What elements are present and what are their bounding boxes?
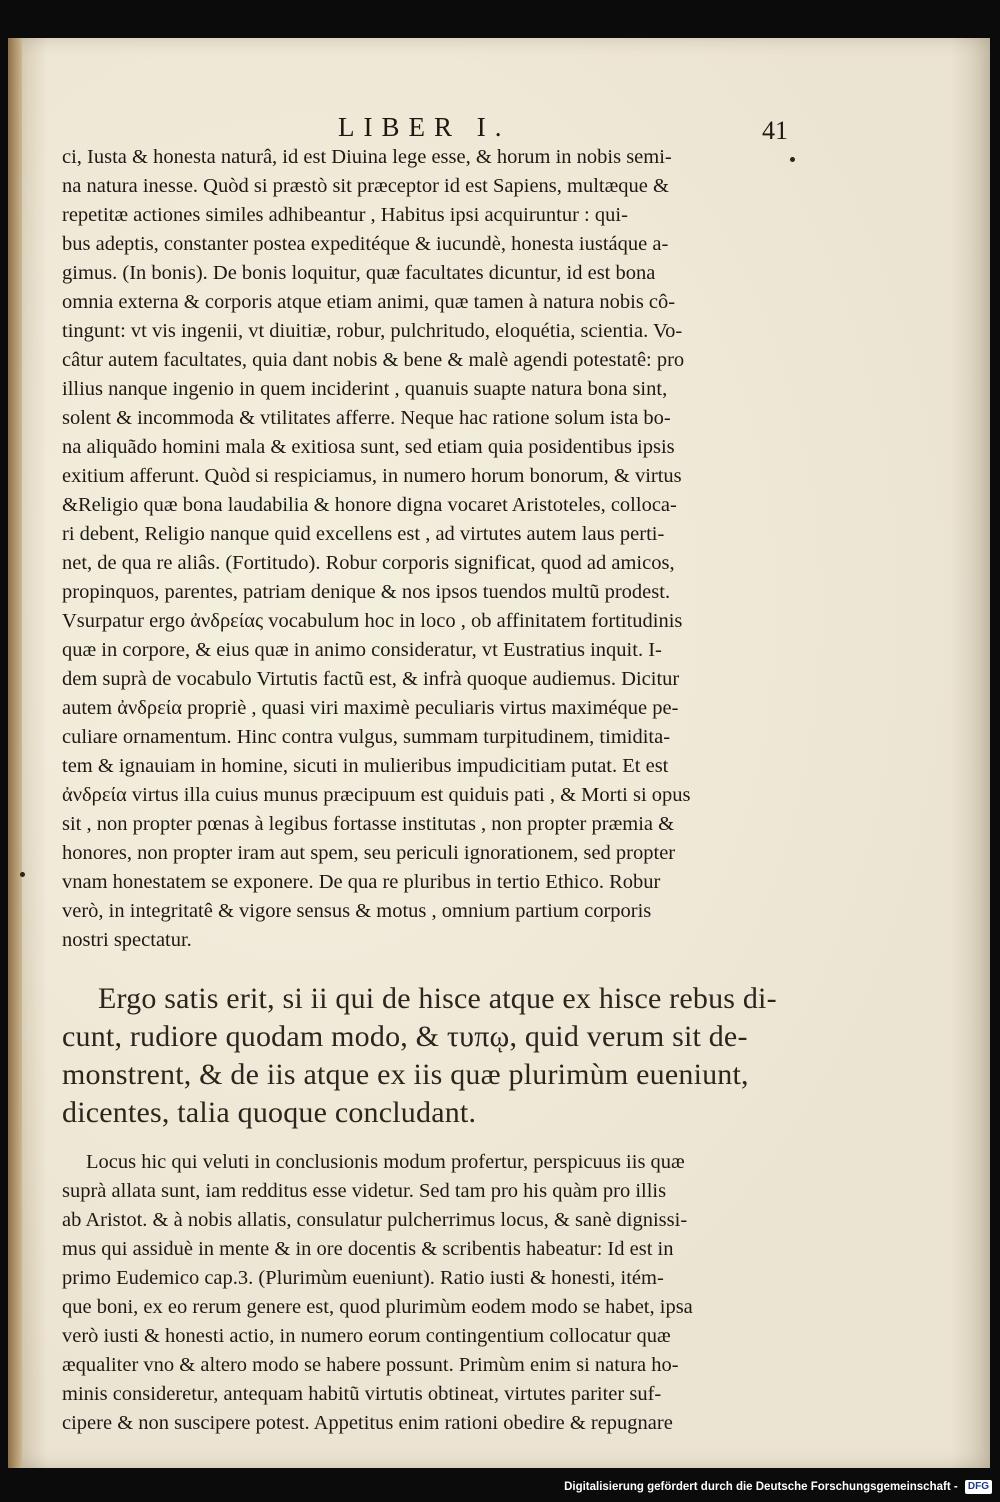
text-line: Vsurpatur ergo ἀνδρείας vocabulum hoc in loco , ob affinitatem fortitudinis — [62, 610, 683, 632]
text-line: na natura inesse. Quòd si præstò sit præceptor id est Sapiens, multæque & — [62, 175, 669, 197]
text-line: verò, in integritatê & vigore sensus & motus , omnium partium corporis — [62, 900, 652, 922]
text-line: dem suprà de vocabulo Virtutis factũ est, & infrà quoque audiemus. Dicitur — [62, 668, 680, 690]
lemma-line: cunt, rudiore quodam modo, & τυπῳ, quid verum sit de- — [62, 1020, 748, 1053]
text-line: tingunt: vt vis ingenii, vt diuitiæ, robur, pulchritudo, eloquétia, scientia. Vo- — [62, 320, 683, 342]
text-line: ci, Iusta & honesta naturâ, id est Diuina lege esse, & horum in nobis semi- — [62, 146, 672, 168]
text-line: na aliquãdo homini mala & exitiosa sunt, sed etiam quia posidentibus ipsis — [62, 436, 675, 458]
text-line: repetitæ actiones similes adhibeantur , Habitus ipsi acquiruntur : qui- — [62, 204, 628, 226]
text-line: Locus hic qui veluti in conclusionis modum profertur, perspicuus iis quæ — [86, 1151, 685, 1173]
margin-mark — [20, 872, 25, 877]
text-line: suprà allata sunt, iam redditus esse videtur. Sed tam pro his quàm pro illis — [62, 1180, 667, 1202]
lemma-line: monstrent, & de iis atque ex iis quæ plurimùm eueniunt, — [62, 1058, 749, 1091]
text-line: cipere & non suscipere potest. Appetitus enim rationi obedire & repugnare — [62, 1412, 673, 1434]
text-line: ri debent, Religio nanque quid excellens est , ad virtutes autem laus perti- — [62, 523, 665, 545]
text-line: quæ in corpore, & eius quæ in animo consideratur, vt Eustratius inquit. I- — [62, 639, 662, 661]
text-line: autem ἀνδρεία propriè , quasi viri maximè peculiaris virtus maximéque pe- — [62, 697, 679, 719]
lemma-line: Ergo satis erit, si ii qui de hisce atque ex hisce rebus di- — [98, 982, 777, 1015]
running-head: LIBER I. — [338, 112, 511, 142]
text-line: tem & ignauiam in homine, sicuti in mulieribus impudicitiam putat. Et est — [62, 755, 669, 777]
margin-mark — [790, 157, 795, 162]
text-line: gimus. (In bonis). De bonis loquitur, quæ facultates dicuntur, id est bona — [62, 262, 656, 284]
text-line: sit , non propter pœnas à legibus fortasse institutas , non propter præmia & — [62, 813, 675, 835]
text-line: net, de qua re aliâs. (Fortitudo). Robur corporis significat, quod ad amicos, — [62, 552, 675, 574]
text-line: illius nanque ingenio in quem inciderint , quanuis suapte natura bona sint, — [62, 378, 668, 400]
page-number: 41 — [762, 116, 788, 145]
page-edge — [8, 38, 22, 1468]
text-line: que boni, ex eo rerum genere est, quod plurimùm eodem modo se habet, ipsa — [62, 1296, 693, 1318]
text-line: honores, non propter iram aut spem, seu periculi ignorationem, sed propter — [62, 842, 676, 864]
lemma-line: dicentes, talia quoque concludant. — [62, 1096, 477, 1129]
text-line: câtur autem facultates, quia dant nobis & bene & malè agendi potestatê: pro — [62, 349, 685, 371]
text-line: &Religio quæ bona laudabilia & honore digna vocaret Aristoteles, colloca- — [62, 494, 677, 516]
credit-text: Digitalisierung gefördert durch die Deutsche Forschungsgemeinschaft - — [564, 1481, 958, 1494]
dfg-logo: DFG — [965, 1480, 992, 1494]
text-line: nostri spectatur. — [62, 929, 192, 951]
text-line: verò iusti & honesti actio, in numero eorum contingentium collocatur quæ — [62, 1325, 671, 1347]
text-line: æqualiter vno & altero modo se habere possunt. Primùm enim si natura ho- — [62, 1354, 679, 1376]
text-line: minis consideretur, antequam habitũ virtutis obtineat, virtutes pariter suf- — [62, 1383, 662, 1405]
text-line: ab Aristot. & à nobis allatis, consulatur pulcherrimus locus, & sanè dignissi- — [62, 1209, 688, 1231]
text-line: vnam honestatem se exponere. De qua re pluribus in tertio Ethico. Robur — [62, 871, 661, 893]
text-line: omnia externa & corporis atque etiam animi, quæ tamen à natura nobis cô- — [62, 291, 676, 313]
text-line: solent & incommoda & vtilitates afferre. Neque hac ratione solum ista bo- — [62, 407, 671, 429]
text-line: bus adeptis, constanter postea expeditéque & iucundè, honesta iustáque a- — [62, 233, 669, 255]
text-line: exitium afferunt. Quòd si respiciamus, in numero horum bonorum, & virtus — [62, 465, 682, 487]
text-line: culiare ornamentum. Hinc contra vulgus, summam turpitudinem, timidita- — [62, 726, 671, 748]
text-line: mus qui assiduè in mente & in ore docentis & scribentis habeatur: Id est in — [62, 1238, 674, 1260]
text-line: ἀνδρεία virtus illa cuius munus præcipuum est quiduis pati , & Morti si opus — [62, 784, 691, 806]
digitization-credit — [564, 1480, 992, 1494]
text-line: propinquos, parentes, patriam denique & nos ipsos tuendos multũ prodest. — [62, 581, 671, 603]
text-line: primo Eudemico cap.3. (Plurimùm eueniunt). Ratio iusti & honesti, itém- — [62, 1267, 664, 1289]
